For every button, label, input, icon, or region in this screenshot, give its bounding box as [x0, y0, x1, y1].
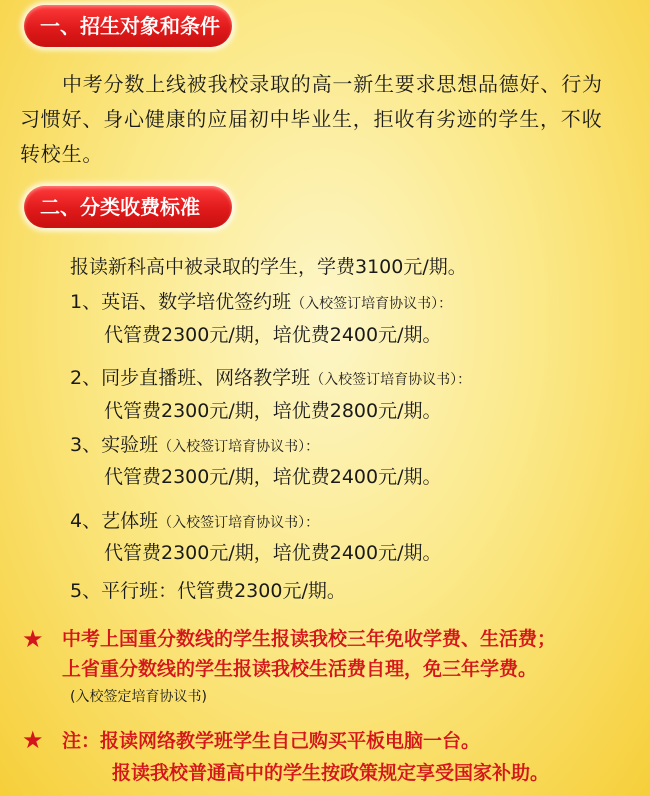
section1-line1: 中考分数上线被我校录取的高一新生要求思想品德好、行为 [62, 72, 603, 96]
fee-item-4-note: （入校签订培育协议书）： [158, 515, 320, 531]
fee-item-3-fee: 代管费2300元/期，培优费2400元/期。 [104, 466, 442, 488]
star1-line2: 上省重分数线的学生报读我校生活费自理，免三年学费。 [62, 658, 538, 680]
fee-intro: 报读新科高中被录取的学生，学费3100元/期。 [70, 256, 467, 278]
section1-header [24, 5, 232, 47]
star2-line2: 报读我校普通高中的学生按政策规定享受国家补助。 [112, 762, 550, 784]
fee-item-3 [70, 436, 319, 457]
star-icon: ★ [22, 625, 44, 653]
fee-item-3-note: （入校签订培育协议书）： [158, 439, 320, 455]
fee-item-1-fee: 代管费2300元/期，培优费2400元/期。 [104, 324, 442, 346]
fee-item-4 [70, 512, 319, 533]
section1-line2: 习惯好、身心健康的应届初中毕业生，拒收有劣迹的学生，不收 [20, 107, 603, 131]
section2-title: 二、分类收费标准 [40, 195, 200, 219]
fee-item-1-name: 1、英语、数学培优签约班 [70, 291, 292, 313]
fee-item-4-name: 4、艺体班 [70, 510, 159, 532]
star-icon: ★ [22, 726, 44, 754]
fee-item-5: 5、平行班：代管费2300元/期。 [70, 580, 346, 602]
star2-line1: 注：报读网络教学班学生自己购买平板电脑一台。 [62, 730, 481, 752]
fee-item-2-name: 2、同步直播班、网络教学班 [70, 367, 311, 389]
fee-item-2 [70, 369, 471, 390]
star1-note: (入校签定培育协议书) [70, 689, 207, 705]
fee-item-2-fee: 代管费2300元/期，培优费2800元/期。 [104, 400, 442, 422]
fee-item-1 [70, 293, 452, 314]
fee-item-4-fee: 代管费2300元/期，培优费2400元/期。 [104, 542, 442, 564]
section1-title: 一、招生对象和条件 [40, 14, 220, 38]
fee-item-3-name: 3、实验班 [70, 434, 159, 456]
star1-line1: 中考上国重分数线的学生报读我校三年免收学费、生活费； [62, 628, 557, 650]
fee-item-2-note: （入校签订培育协议书）： [310, 372, 472, 388]
section2-header [24, 186, 232, 228]
fee-item-1-note: （入校签订培育协议书）： [291, 296, 453, 312]
section1-line3: 转校生。 [20, 142, 104, 166]
